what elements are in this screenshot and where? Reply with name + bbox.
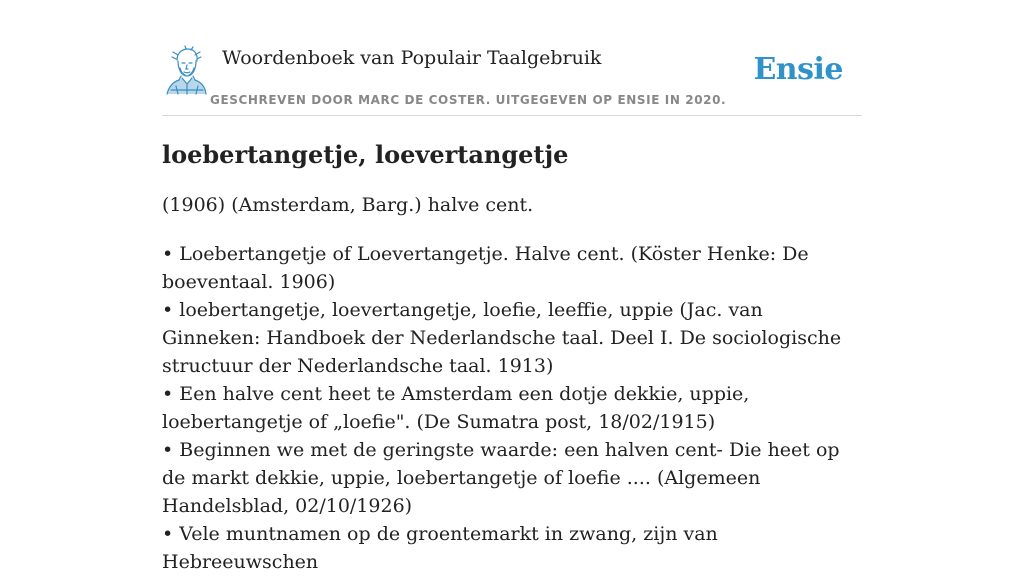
ensie-logo[interactable]: Ensie bbox=[753, 52, 843, 87]
byline: GESCHREVEN DOOR MARC DE COSTER. UITGEGEVEN OP ENSIE IN 2020. bbox=[210, 93, 727, 107]
citation-item: • Vele muntnamen op de groentemarkt in zwang, zijn van Hebreeuwschen bbox=[162, 523, 718, 573]
citation-item: • Een halve cent heet te Amsterdam een dotje dekkie, uppie, loebertangetje of „loefie". (De Sumatra post, 18/02/1915) bbox=[162, 383, 750, 433]
citation-list bbox=[162, 240, 862, 576]
page bbox=[162, 0, 862, 573]
site-header bbox=[162, 38, 862, 116]
entry-title: loebertangetje, loevertangetje bbox=[162, 140, 569, 169]
book-title[interactable]: Woordenboek van Populair Taalgebruik bbox=[222, 47, 602, 69]
author-portrait-icon[interactable] bbox=[164, 46, 208, 96]
citation-item: • Loebertangetje of Loevertangetje. Halve cent. (Köster Henke: De boeventaal. 1906) bbox=[162, 243, 809, 293]
citation-item: • Beginnen we met de geringste waarde: een halven cent- Die heet op de markt dekkie, uppie, loebertangetje of loefie .... (Algemeen Handelsblad, 02/10/1926) bbox=[162, 439, 840, 517]
entry-definition: (1906) (Amsterdam, Barg.) halve cent. bbox=[162, 194, 534, 216]
citation-item: • loebertangetje, loevertangetje, loefie, leeffie, uppie (Jac. van Ginneken: Handboek der Nederlandsche taal. Deel I. De sociologische structuur der Nederlandsche taal. 1913) bbox=[162, 299, 842, 377]
